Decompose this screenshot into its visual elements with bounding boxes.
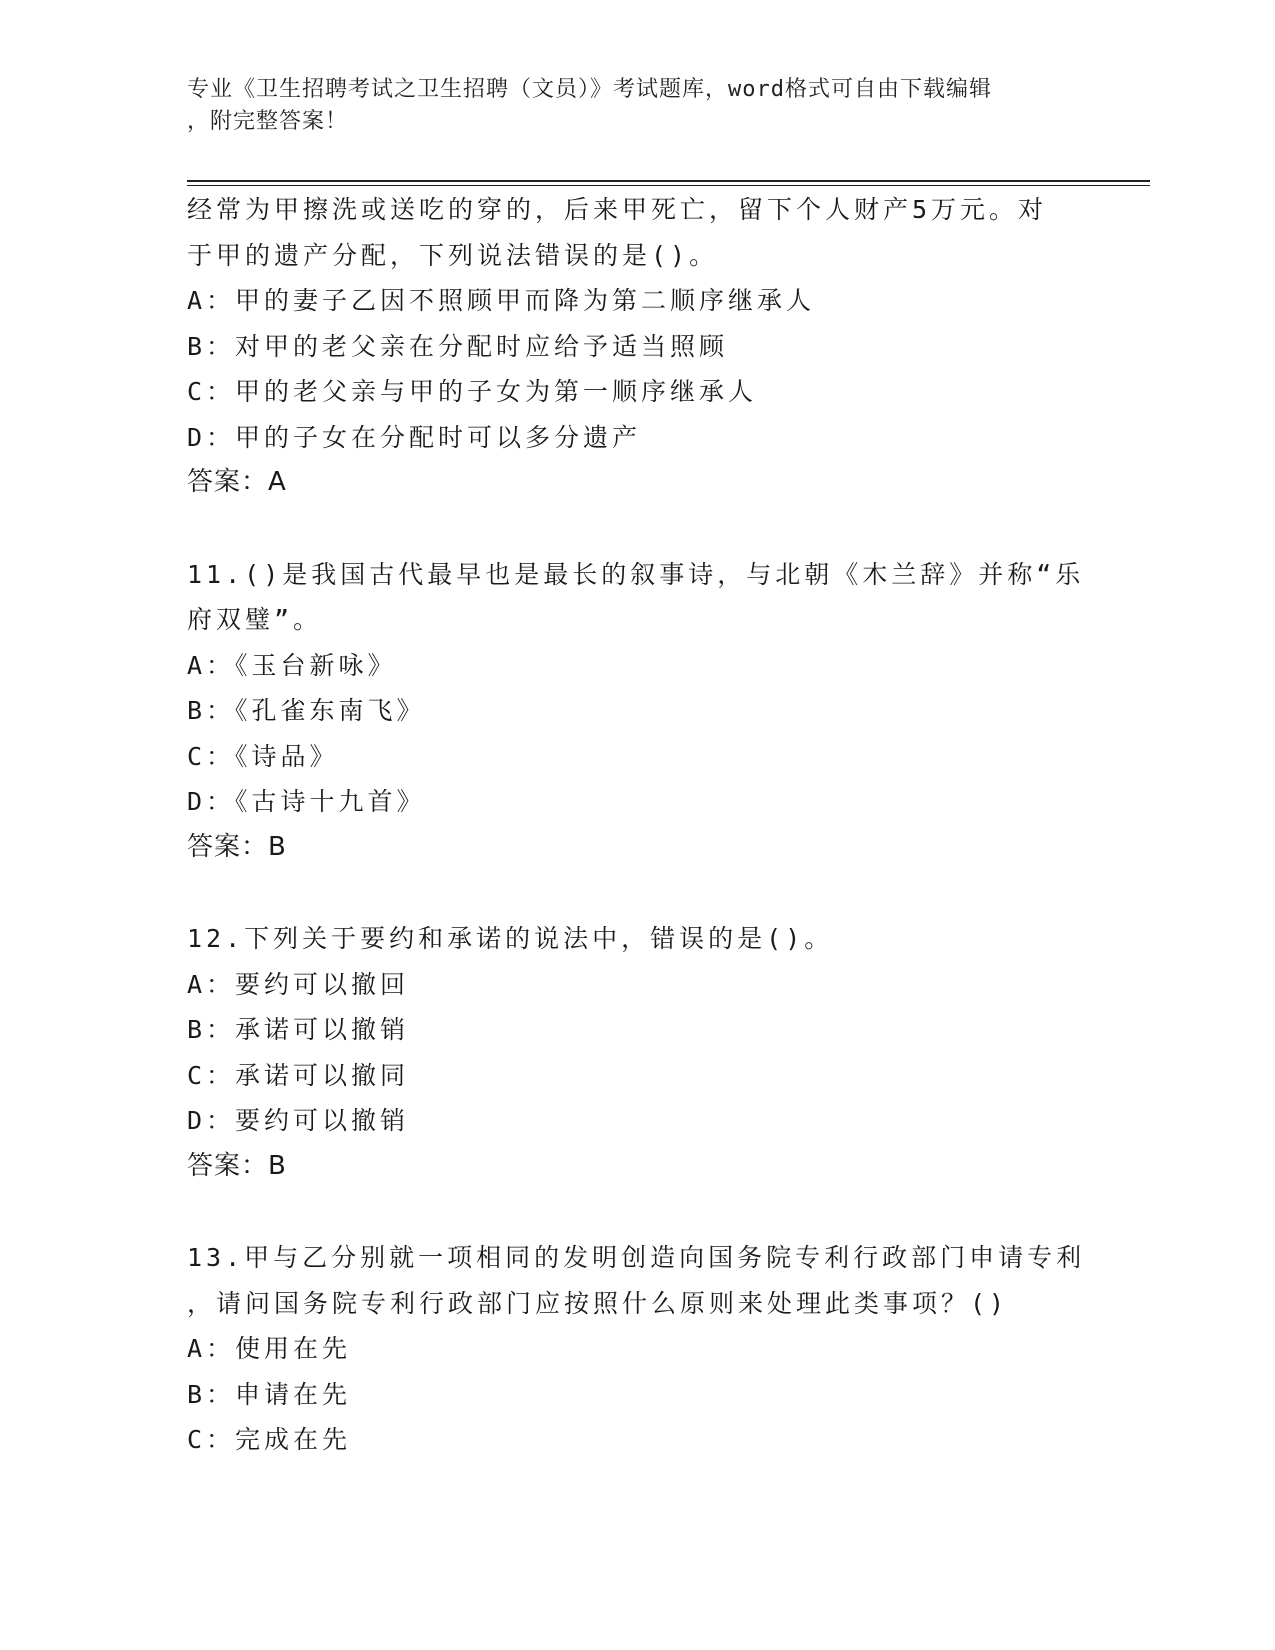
answer-label: 答案：A xyxy=(187,467,287,497)
option-c: C：《诗品》 xyxy=(187,741,339,771)
question-list xyxy=(187,187,1087,1463)
question-10 xyxy=(187,187,1087,506)
option-d: D：《古诗十九首》 xyxy=(187,787,426,816)
header-line-2: ，附完整答案！ xyxy=(187,109,349,134)
document-header xyxy=(187,74,1087,138)
option-d: D：要约可以撤销 xyxy=(187,1106,410,1135)
answer-label: 答案：B xyxy=(187,831,287,862)
question-stem: 府双璧”。 xyxy=(187,605,323,634)
spacer xyxy=(187,506,1087,552)
header-rule-thin xyxy=(187,185,1150,186)
option-a: A：《玉台新咏》 xyxy=(187,650,397,680)
question-stem: 经常为甲擦洗或送吃的穿的，后来甲死亡，留下个人财产5万元。对 xyxy=(187,195,1048,224)
question-stem: ，请问国务院专利行政部门应按照什么原则来处理此类事项？() xyxy=(187,1288,1009,1318)
question-stem: 于甲的遗产分配，下列说法错误的是()。 xyxy=(187,240,719,270)
option-a: A：要约可以撤回 xyxy=(187,969,410,999)
option-c: C：甲的老父亲与甲的子女为第一顺序继承人 xyxy=(187,377,758,406)
option-c: C：完成在先 xyxy=(187,1425,352,1454)
option-b: B：《孔雀东南飞》 xyxy=(187,696,426,725)
question-11 xyxy=(187,552,1087,871)
question-13 xyxy=(187,1235,1087,1463)
spacer xyxy=(187,1189,1087,1235)
option-d: D：甲的子女在分配时可以多分遗产 xyxy=(187,422,642,452)
option-b: B：对甲的老父亲在分配时应给予适当照顾 xyxy=(187,331,729,361)
option-b: B：申请在先 xyxy=(187,1379,352,1409)
answer-label: 答案：B xyxy=(187,1150,287,1181)
option-a: A：甲的妻子乙因不照顾甲而降为第二顺序继承人 xyxy=(187,286,816,315)
question-12 xyxy=(187,916,1087,1189)
option-b: B：承诺可以撤销 xyxy=(187,1015,410,1044)
question-stem: 12.下列关于要约和承诺的说法中，错误的是()。 xyxy=(187,924,834,953)
option-a: A：使用在先 xyxy=(187,1334,352,1363)
question-stem: 13.甲与乙分别就一项相同的发明创造向国务院专利行政部门申请专利 xyxy=(187,1243,1086,1272)
option-c: C：承诺可以撤同 xyxy=(187,1060,410,1090)
header-rule-thick xyxy=(187,180,1150,182)
header-line-1: 专业《卫生招聘考试之卫生招聘（文员）》考试题库，word格式可自由下载编辑 xyxy=(187,77,992,102)
question-stem: 11.()是我国古代最早也是最长的叙事诗，与北朝《木兰辞》并称“乐 xyxy=(187,559,1085,589)
spacer xyxy=(187,870,1087,916)
